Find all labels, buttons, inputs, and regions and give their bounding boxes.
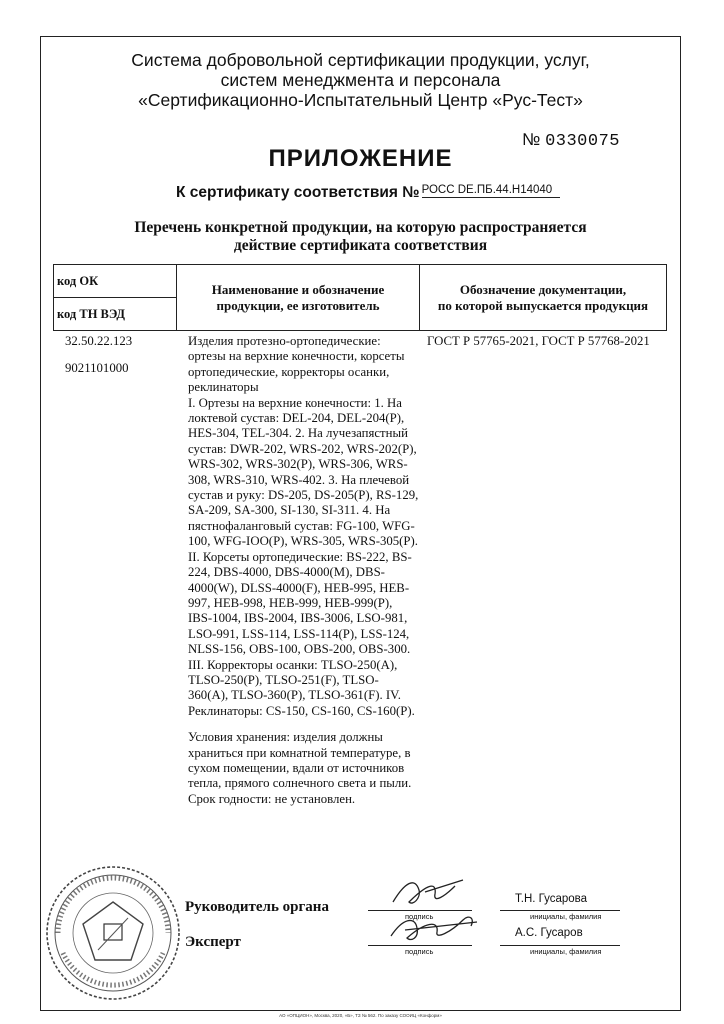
description-line: сустав и руку: DS-205, DS-205(P), RS-129,: [188, 488, 419, 503]
description-line: ортезы на верхние конечности, корсеты: [188, 349, 405, 364]
header-line-2: систем менеджмента и персонала: [220, 70, 501, 90]
description-line: 224, DBS-4000, DBS-4000(M), DBS-: [188, 565, 385, 580]
storage-line: сухом помещении, вдали от источников: [188, 760, 405, 775]
number-sign: №: [522, 130, 541, 149]
expert-name-caption: инициалы, фамилия: [530, 947, 602, 956]
expert-signature-label: Эксперт: [185, 934, 241, 950]
product-column-header: [177, 265, 420, 331]
description-line: Изделия протезно-ортопедические:: [188, 334, 381, 348]
storage-line: Условия хранения: изделия должны: [188, 730, 383, 745]
official-seal-icon: [38, 858, 188, 1008]
header-line-3: «Сертификационно-Испытательный Центр «Рус-Тест»: [138, 90, 583, 110]
header-table: [53, 264, 667, 331]
certificate-reference: [176, 184, 560, 202]
documentation-cell: ГОСТ Р 57765-2021, ГОСТ Р 57768-2021: [427, 334, 650, 348]
storage-line: Срок годности: не установлен.: [188, 791, 356, 806]
description-line: I. Ортезы на верхние конечности: 1. На: [188, 395, 402, 410]
list-title-line-2: действие сертификата соответствия: [233, 237, 488, 254]
codes-cell: [65, 334, 175, 389]
expert-signature-caption: подпись: [405, 947, 434, 956]
code-tn-label: код ТН ВЭД: [54, 297, 176, 330]
head-name-caption: инициалы, фамилия: [530, 912, 602, 921]
description-line: IBS-1004, IBS-2004, IBS-3006, LSO-981,: [188, 611, 408, 626]
list-title-line-1: Перечень конкретной продукции, на которую распространяется: [134, 219, 587, 236]
description-line: 4000(W), DLSS-4000(F), HEB-995, HEB-: [188, 580, 410, 595]
head-signature-label: Руководитель органа: [185, 899, 329, 915]
docs-column-header: [420, 265, 667, 331]
expert-name: А.С. Гусаров: [515, 927, 583, 939]
description-line: NLSS-156, OBS-100, OBS-200, OBS-300.: [188, 642, 411, 657]
expert-signature-icon: [385, 910, 485, 950]
description-line: LSO-991, LSS-114, LSS-114(P), LSS-124,: [188, 626, 410, 641]
number-digits: 0330075: [545, 132, 620, 151]
product-list-title: [40, 219, 681, 255]
docs-header-line-1: Обозначение документации,: [459, 281, 627, 297]
description-line: SA-209, SA-300, SI-130, SI-311. 4. На: [188, 503, 391, 518]
product-header-line-2: продукции, ее изготовитель: [216, 297, 380, 313]
description-line: II. Корсеты ортопедические: BS-222, BS-: [188, 549, 412, 564]
code-ok-value: 32.50.22.123: [65, 334, 133, 348]
description-line: пястнофаланговый сустав: FG-100, WFG-: [188, 518, 415, 533]
page-title: ПРИЛОЖЕНИЕ: [268, 145, 453, 172]
description-line: 308, WRS-310, WRS-402. 3. На плечевой: [188, 472, 410, 487]
product-header-line-1: Наименование и обозначение: [211, 281, 385, 297]
storage-line: храниться при комнатной температуре, в: [188, 745, 411, 760]
head-signature-caption: подпись: [405, 912, 434, 921]
description-line: TLSO-250(P), TLSO-251(F), TLSO-: [188, 672, 379, 687]
certificate-label: К сертификату соответствия №: [176, 184, 420, 201]
description-line: WRS-302, WRS-302(P), WRS-306, WRS-: [188, 457, 408, 472]
description-line: HES-304, TEL-304. 2. На лучезапястный: [188, 426, 408, 441]
description-line: Реклинаторы: CS-150, CS-160, CS-160(P).: [188, 703, 415, 718]
header-line-1: Система добровольной сертификации продукции, услуг,: [131, 50, 590, 70]
description-line: сустав: DWR-202, WRS-202, WRS-202(P),: [188, 441, 417, 456]
description-line: локтевой сустав: DEL-204, DEL-204(P),: [188, 411, 405, 426]
head-name-line: [500, 910, 620, 911]
description-line: реклинаторы: [188, 380, 259, 395]
docs-header-line-2: по которой выпускается продукция: [437, 297, 649, 313]
description-line: 997, HEB-998, HEB-999, HEB-999(P),: [188, 595, 393, 610]
description-line: III. Корректоры осанки: TLSO-250(A),: [188, 657, 398, 672]
printer-footer: АО «ОПЦИОН», Москва, 2020, «Б», ТЗ № 562. По заказу СООИЦ «Конформ»: [279, 1013, 442, 1018]
description-line: 360(A), TLSO-360(P), TLSO-361(F). IV.: [188, 688, 401, 703]
certificate-number: РОСС DE.ПБ.44.Н14040: [422, 184, 561, 198]
description-line: ортопедические, корректоры осанки,: [188, 364, 390, 379]
expert-name-line: [500, 945, 620, 946]
storage-line: тепла, прямого солнечного света и пыли.: [188, 776, 412, 791]
head-name: Т.Н. Гусарова: [515, 893, 588, 905]
code-tn-value: 9021101000: [65, 361, 129, 376]
issuing-system-header: [40, 50, 681, 110]
code-column-header: [54, 265, 177, 331]
code-ok-label: код ОК: [57, 274, 99, 288]
product-description-cell: [188, 334, 426, 807]
description-line: 100, WFG-IOO(P), WRS-305, WRS-305(P).: [188, 534, 418, 549]
